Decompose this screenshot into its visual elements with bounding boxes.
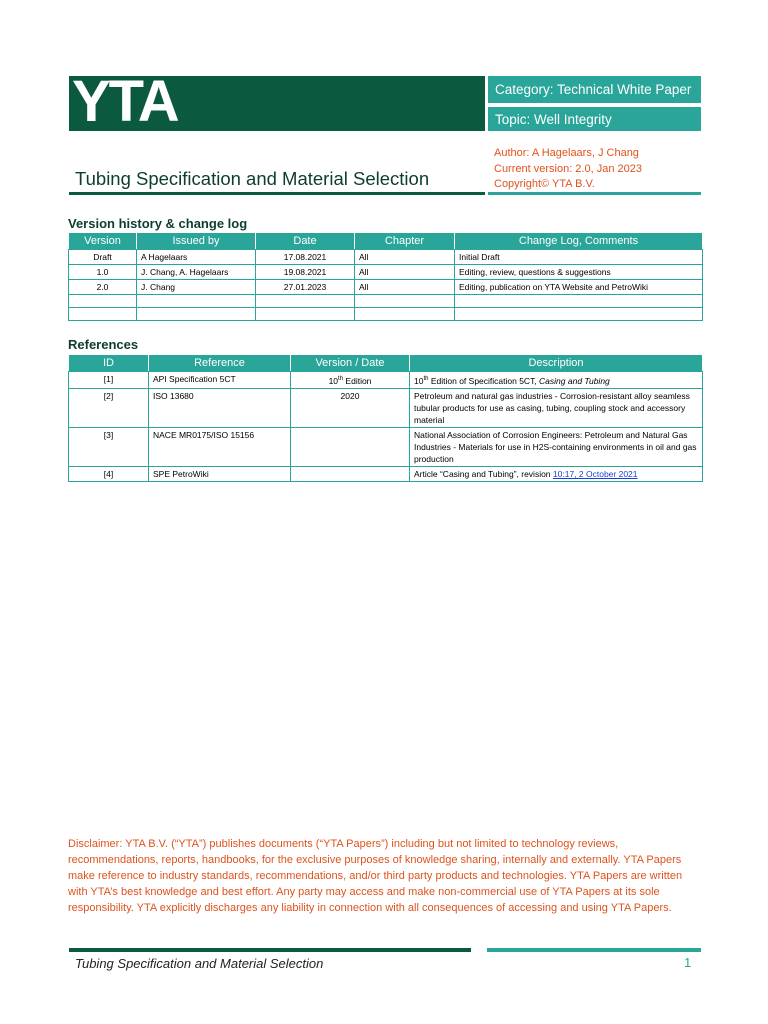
table-row [69, 265, 703, 280]
references-heading: References [68, 337, 139, 352]
reference-name: ISO 13680 [149, 388, 291, 427]
table-row [69, 308, 703, 321]
table-header-row [69, 233, 703, 250]
reference-id: [3] [69, 427, 149, 466]
table-cell: 19.08.2021 [256, 265, 355, 280]
reference-description: Petroleum and natural gas industries - Corrosion-resistant alloy seamless tubular products for use as casing, tubing, coupling stock and accessory material [410, 388, 703, 427]
reference-description: National Association of Corrosion Engineers: Petroleum and Natural Gas Industries - Materials for use in H2S-containing environments in oil and gas production [410, 427, 703, 466]
table-cell: 1.0 [69, 265, 137, 280]
column-header: Version / Date [291, 355, 410, 372]
footer-title: Tubing Specification and Material Selection [75, 956, 324, 971]
title-divider-right [488, 192, 701, 195]
page-number: 1 [684, 955, 692, 970]
document-title: Tubing Specification and Material Selection [75, 168, 430, 189]
table-row [69, 466, 703, 481]
reference-version: 2020 [291, 388, 410, 427]
footer-divider-left [69, 948, 471, 952]
table-cell [69, 295, 137, 308]
version-number: 10 [328, 375, 339, 386]
reference-name: API Specification 5CT [149, 372, 291, 389]
reference-name: SPE PetroWiki [149, 466, 291, 481]
reference-version [291, 466, 410, 481]
petrowiki-revision-link[interactable]: 10:17, 2 October 2021 [552, 468, 638, 479]
column-header: Version [69, 233, 137, 250]
reference-id: [4] [69, 466, 149, 481]
table-cell: All [355, 250, 455, 265]
author-line: Author: A Hagelaars, J Chang [494, 147, 639, 159]
desc-number: 10 [414, 375, 424, 386]
table-cell: Editing, publication on YTA Website and PetroWiki [455, 280, 703, 295]
desc-superscript: th [423, 376, 429, 382]
desc-italic: Casing and Tubing [539, 375, 610, 386]
version-history-table [68, 232, 703, 321]
column-header: Description [410, 355, 703, 372]
version-history-heading: Version history & change log [68, 216, 248, 231]
desc-text: Article “Casing and Tubing”, revision [414, 468, 553, 479]
table-row [69, 280, 703, 295]
table-cell [256, 295, 355, 308]
disclaimer-text: Disclaimer: YTA B.V. (“YTA”) publishes documents (“YTA Papers”) including but not limited to technology reviews, recommendations, reports, handbooks, for the exclusive purposes of knowledge sharing, internally and externally. YTA Papers make reference to industry standards, recommendations, and/or third party products and technologies. YTA Papers are written with YTA’s best knowledge and best effort. Any party may access and make non-commercial use of YTA Papers at its sole responsibility. YTA explicitly discharges any liability in connection with all consequences of accessing and using YTA Papers. [68, 838, 683, 914]
category-label: Category: Technical White Paper [488, 76, 701, 103]
table-cell [355, 308, 455, 321]
table-cell [69, 308, 137, 321]
table-cell: Draft [69, 250, 137, 265]
copyright-line: Copyright© YTA B.V. [494, 178, 595, 190]
table-row [69, 295, 703, 308]
table-row [69, 372, 703, 389]
column-header: Issued by [137, 233, 256, 250]
table-cell: Initial Draft [455, 250, 703, 265]
table-cell [137, 295, 256, 308]
reference-id: [1] [69, 372, 149, 389]
table-cell [455, 308, 703, 321]
reference-description [410, 466, 703, 481]
table-cell: J. Chang, A. Hagelaars [137, 265, 256, 280]
column-header: Date [256, 233, 355, 250]
table-cell: J. Chang [137, 280, 256, 295]
table-cell: All [355, 265, 455, 280]
table-cell: 2.0 [69, 280, 137, 295]
footer-divider-right [487, 948, 701, 952]
table-cell: A Hagelaars [137, 250, 256, 265]
table-row [69, 388, 703, 427]
table-row [69, 427, 703, 466]
column-header: Reference [149, 355, 291, 372]
table-header-row [69, 355, 703, 372]
table-cell: All [355, 280, 455, 295]
version-superscript: th [338, 376, 344, 382]
table-cell [455, 295, 703, 308]
title-divider-left [69, 192, 485, 195]
table-cell [256, 308, 355, 321]
references-table [68, 354, 703, 482]
table-cell [137, 308, 256, 321]
column-header: ID [69, 355, 149, 372]
table-cell: 27.01.2023 [256, 280, 355, 295]
reference-description [410, 372, 703, 389]
table-cell: Editing, review, questions & suggestions [455, 265, 703, 280]
reference-version [291, 427, 410, 466]
yta-logo: YTA [72, 69, 178, 134]
version-suffix: Edition [343, 375, 372, 386]
table-cell: 17.08.2021 [256, 250, 355, 265]
topic-label: Topic: Well Integrity [488, 107, 701, 131]
column-header: Chapter [355, 233, 455, 250]
version-line: Current version: 2.0, Jan 2023 [494, 163, 642, 175]
table-row [69, 250, 703, 265]
reference-name: NACE MR0175/ISO 15156 [149, 427, 291, 466]
column-header: Change Log, Comments [455, 233, 703, 250]
desc-text: Edition of Specification 5CT, [428, 375, 540, 386]
reference-version [291, 372, 410, 389]
table-cell [355, 295, 455, 308]
reference-id: [2] [69, 388, 149, 427]
